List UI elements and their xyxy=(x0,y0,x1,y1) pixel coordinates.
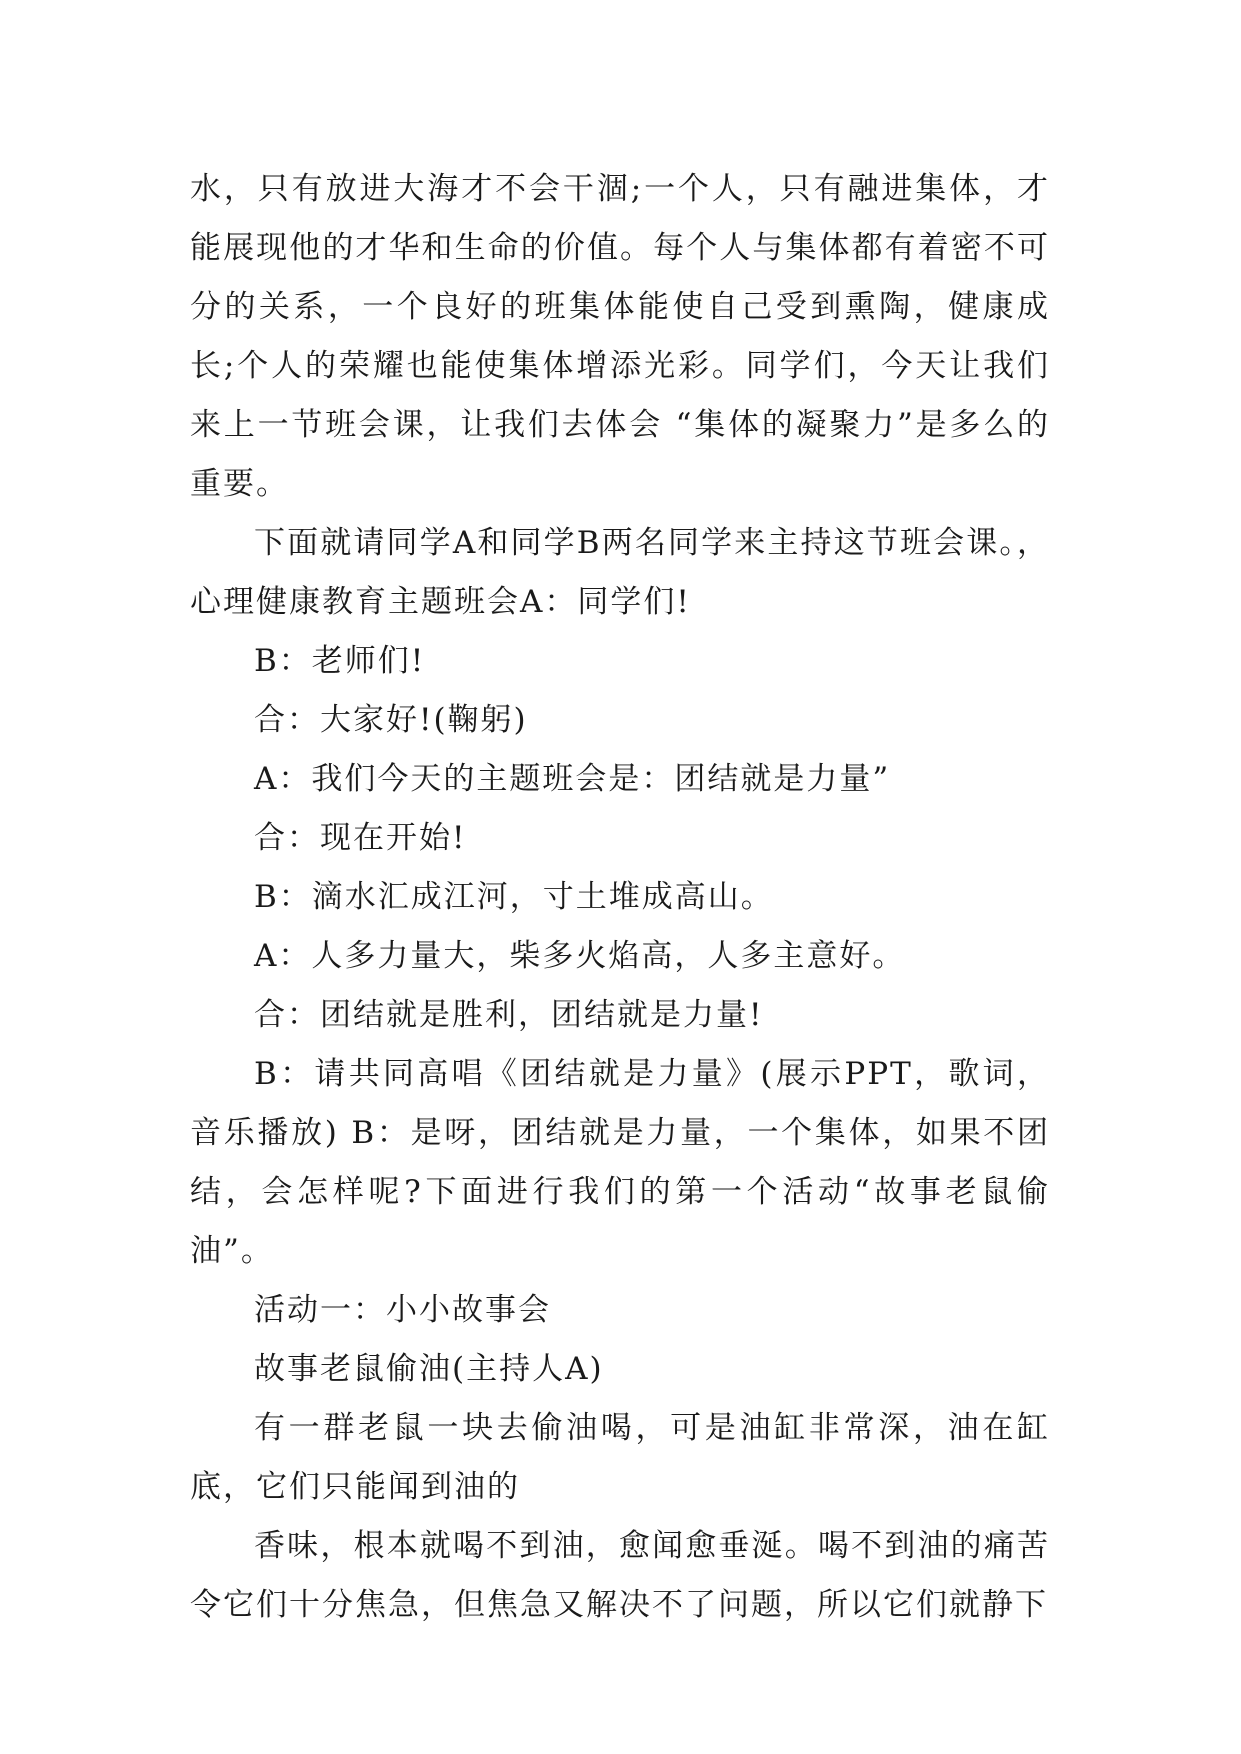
paragraph-intro: 水，只有放进大海才不会干涸;一个人，只有融进集体，才能展现他的才华和生命的价值。每个人与集体都有着密不可分的关系，一个良好的班集体能使自己受到熏陶，健康成长;个人的荣耀也能使集体增添光彩。同学们，今天让我们来上一节班会课，让我们去体会 “集体的凝聚力”是多么的重要。 xyxy=(190,171,1050,502)
story-title: 故事老鼠偷油(主持人A) xyxy=(254,1351,604,1387)
paragraph-dialogue: 合：大家好!(鞠躬) xyxy=(254,702,528,738)
paragraph-dialogue: 合：现在开始! xyxy=(254,820,467,856)
paragraph-story: 有一群老鼠一块去偷油喝，可是油缸非常深，油在缸底，它们只能闻到油的 xyxy=(190,1410,1050,1505)
paragraph-host-intro: 下面就请同学A和同学B两名同学来主持这节班会课。，心理健康教育主题班会A：同学们! xyxy=(190,525,1050,620)
paragraph-dialogue: 合：团结就是胜利，团结就是力量! xyxy=(254,997,764,1033)
paragraph-dialogue: A：我们今天的主题班会是：团结就是力量” xyxy=(254,761,891,797)
document-body xyxy=(190,160,1050,1635)
paragraph-dialogue: B：滴水汇成江河，寸土堆成高山。 xyxy=(254,879,774,915)
paragraph-dialogue: B：老师们! xyxy=(254,643,426,679)
paragraph-dialogue: A：人多力量大，柴多火焰高，人多主意好。 xyxy=(254,938,906,974)
paragraph-dialogue: B：请共同高唱《团结就是力量》(展示PPT，歌词，音乐播放) B：是呀，团结就是力量，一个集体，如果不团结，会怎样呢?下面进行我们的第一个活动“故事老鼠偷油”。 xyxy=(190,1056,1050,1269)
paragraph-story: 香味，根本就喝不到油，愈闻愈垂涎。喝不到油的痛苦令它们十分焦急，但焦急又解决不了问题，所以它们就静下 xyxy=(190,1528,1050,1623)
activity-heading: 活动一：小小故事会 xyxy=(254,1292,551,1328)
